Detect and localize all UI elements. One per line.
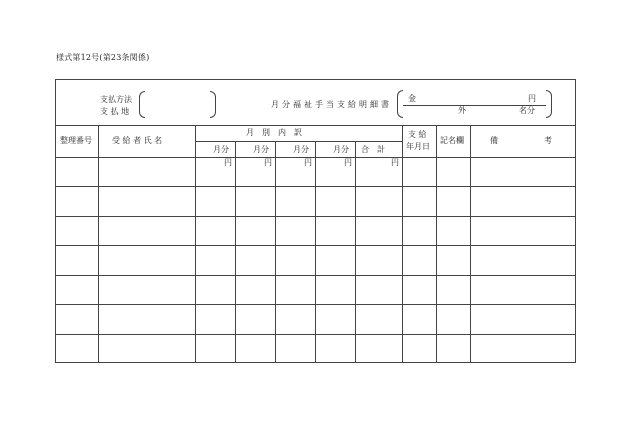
col-line-7	[402, 125, 403, 363]
amount-unit: 円	[528, 94, 536, 103]
payment-place-label: 支 払 地	[100, 107, 130, 116]
column-header-pay-date-line1: 支 給	[408, 130, 427, 139]
yen-marker-2: 円	[264, 158, 272, 167]
yen-marker-4: 円	[344, 158, 352, 167]
col-line-9	[470, 125, 471, 363]
total-subheader: 合 計	[361, 145, 385, 154]
payment-bracket-left	[139, 91, 145, 118]
column-header-recipient: 受 給 者 氏 名	[112, 136, 163, 145]
col-line-4	[275, 141, 276, 363]
payment-bracket-right	[210, 91, 216, 118]
column-header-seal: 記名欄	[440, 136, 464, 145]
month-subheader-3: 月分	[293, 145, 309, 154]
col-line-1	[98, 125, 99, 363]
amount-prefix: 金	[408, 94, 416, 103]
yen-marker-3: 円	[304, 158, 312, 167]
column-header-remarks-1: 備	[490, 136, 498, 145]
column-header-number: 整理番号	[60, 136, 92, 145]
month-subheader-2: 月分	[253, 145, 269, 154]
month-subheader-4: 月分	[333, 145, 349, 154]
payment-method-label: 支払方法	[100, 95, 132, 104]
form-number-label: 様式第12号(第23条関係)	[56, 53, 150, 62]
header-divider	[55, 125, 576, 126]
yen-marker-5: 円	[391, 158, 399, 167]
column-header-breakdown: 月 別 内 訳	[246, 128, 302, 137]
others-unit: 名分	[519, 106, 535, 115]
col-line-2	[195, 125, 196, 363]
amount-bracket-right	[546, 90, 552, 118]
col-line-6	[355, 141, 356, 363]
yen-marker-1: 円	[224, 158, 232, 167]
col-line-5	[315, 141, 316, 363]
column-header-remarks-2: 考	[544, 136, 552, 145]
month-subheader-1: 月分	[213, 145, 229, 154]
column-header-pay-date-line2: 年月日	[406, 142, 430, 151]
others-prefix: 外	[458, 106, 466, 115]
col-line-3	[235, 141, 236, 363]
breakdown-divider	[195, 141, 402, 142]
form-title: 月分福祉手当支給明細書	[271, 100, 392, 109]
col-line-8	[436, 125, 437, 363]
amount-bracket-left	[397, 90, 403, 118]
